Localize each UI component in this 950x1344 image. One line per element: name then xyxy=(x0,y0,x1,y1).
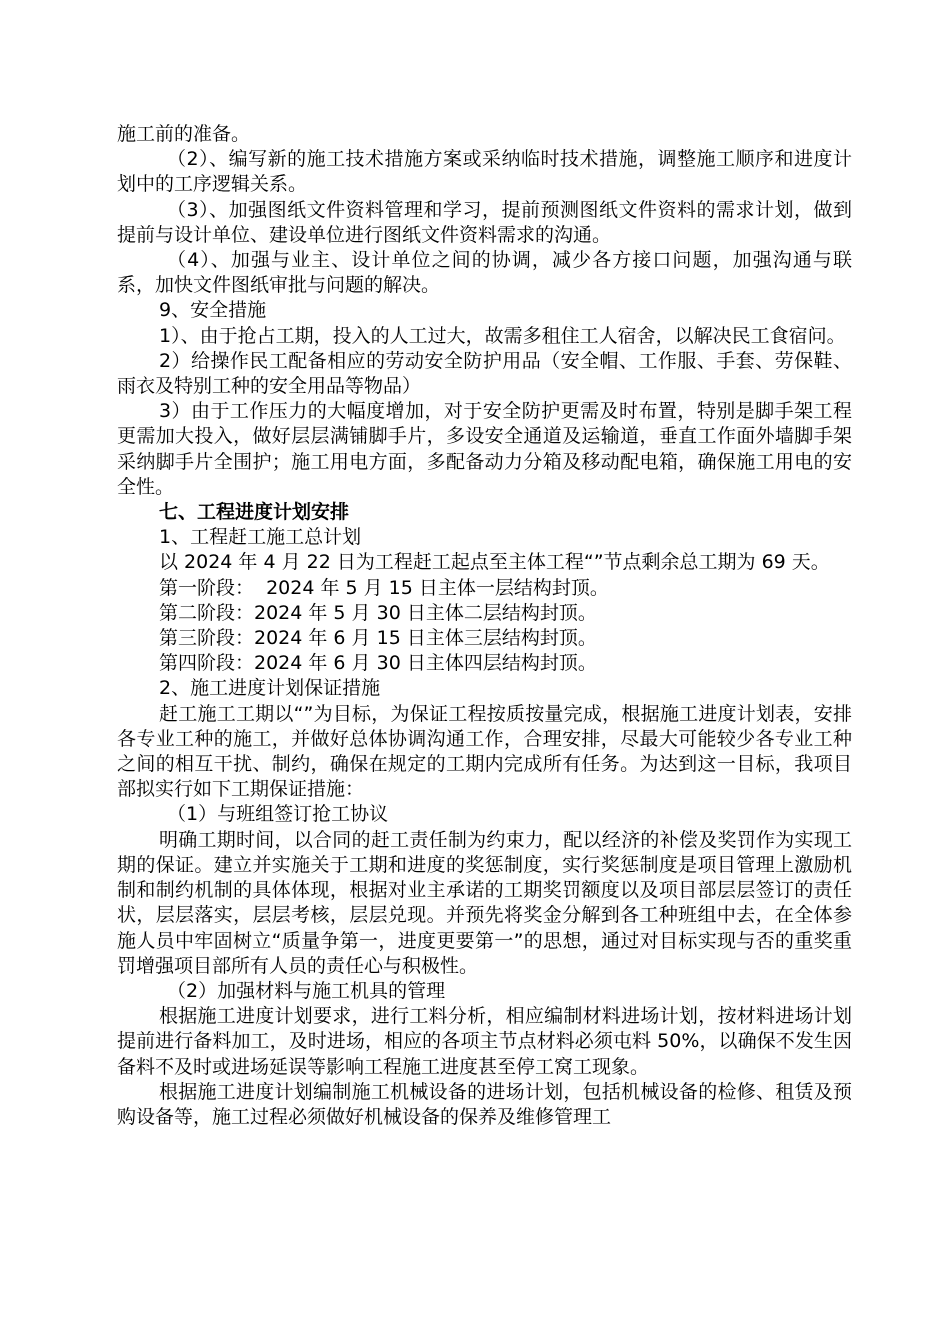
paragraph-materials: 根据施工进度计划要求，进行工料分析，相应编制材料进场计划，按材料进场计划提前进行备料加工，及时进场，相应的各项主节点材料必须屯料 50%，以确保不发生因备料不及时或进场延误等影响工程施工进度甚至停工窝工现象。 xyxy=(117,1005,852,1078)
heading-overall-plan: 1、工程赶工施工总计划 xyxy=(159,526,362,549)
subheading-materials-equipment: （2）加强材料与施工机具的管理 xyxy=(167,979,446,1002)
heading-safety-measures: 9、安全措施 xyxy=(159,299,267,322)
stage-4: 第四阶段：2024 年 6 月 30 日主体四层结构封顶。 xyxy=(159,652,597,675)
stage-2: 第二阶段：2024 年 5 月 30 日主体二层结构封顶。 xyxy=(159,601,597,624)
document-page xyxy=(117,122,852,1130)
section-heading-schedule: 七、工程进度计划安排 xyxy=(159,501,350,524)
paragraph-overall-plan: 以 2024 年 4 月 22 日为工程赶工起点至主体工程“”节点剩余总工期为 69 天。 xyxy=(159,551,830,574)
subheading-rush-agreement: （1）与班组签订抢工协议 xyxy=(167,803,389,826)
stage-3: 第三阶段：2024 年 6 月 15 日主体三层结构封顶。 xyxy=(159,627,597,650)
paragraph-safety-1: 1）、由于抢占工期，投入的人工过大，故需多租住工人宿舍，以解决民工食宿问。 xyxy=(159,324,846,347)
paragraph-drawings-management: （3）、加强图纸文件资料管理和学习，提前预测图纸文件资料的需求计划，做到提前与设计单位、建设单位进行图纸文件资料需求的沟通。 xyxy=(117,198,852,246)
paragraph-safety-3: 3）由于工作压力的大幅度增加，对于安全防护更需及时布置，特别是脚手架工程更需加大投入，做好层层满铺脚手片，多设安全通道及运输道，垂直工作面外墙脚手架采纳脚手片全围护；施工用电方面，多配备动力分箱及移动配电箱，确保施工用电的安全性。 xyxy=(117,400,852,498)
paragraph-guarantee-goal: 赶工施工工期以“”为目标，为保证工程按质按量完成，根据施工进度计划表，安排各专业工种的施工，并做好总体协调沟通工作，合理安排，尽最大可能较少各专业工种之间的相互干扰、制约，确保在规定的工期内完成所有任务。为达到这一目标，我项目部拟实行如下工期保证措施： xyxy=(117,702,852,801)
paragraph-equipment: 根据施工进度计划编制施工机械设备的进场计划，包括机械设备的检修、租赁及预购设备等，施工过程必须做好机械设备的保养及维修管理工 xyxy=(117,1080,852,1128)
paragraph-rush-agreement: 明确工期时间，以合同的赶工责任制为约束力，配以经济的补偿及奖罚作为实现工期的保证。建立并实施关于工期和进度的奖惩制度，实行奖惩制度是项目管理上激励机制和制约机制的具体体现，根据对业主承诺的工期奖罚额度以及项目部层层签订的责任状，层层落实，层层考核，层层兑现。并预先将奖金分解到各工种班组中去，在全体参施人员中牢固树立“质量争第一，进度更要第一”的思想，通过对目标实现与否的重奖重罚增强项目部所有人员的责任心与积极性。 xyxy=(117,828,852,977)
heading-guarantee-measures: 2、施工进度计划保证措施 xyxy=(159,677,381,700)
paragraph-tech-measures: （2）、编写新的施工技术措施方案或采纳临时技术措施，调整施工顺序和进度计划中的工序逻辑关系。 xyxy=(117,148,852,196)
paragraph-safety-2: 2）给操作民工配备相应的劳动安全防护用品（安全帽、工作服、手套、劳保鞋、雨衣及特别工种的安全用品等物品） xyxy=(117,349,852,398)
paragraph-coordination: （4）、加强与业主、设计单位之间的协调，减少各方接口问题，加强沟通与联系，加快文件图纸审批与问题的解决。 xyxy=(117,249,852,297)
stage-1: 第一阶段： 2024 年 5 月 15 日主体一层结构封顶。 xyxy=(159,576,609,599)
paragraph-preparation: 施工前的准备。 xyxy=(117,123,251,145)
